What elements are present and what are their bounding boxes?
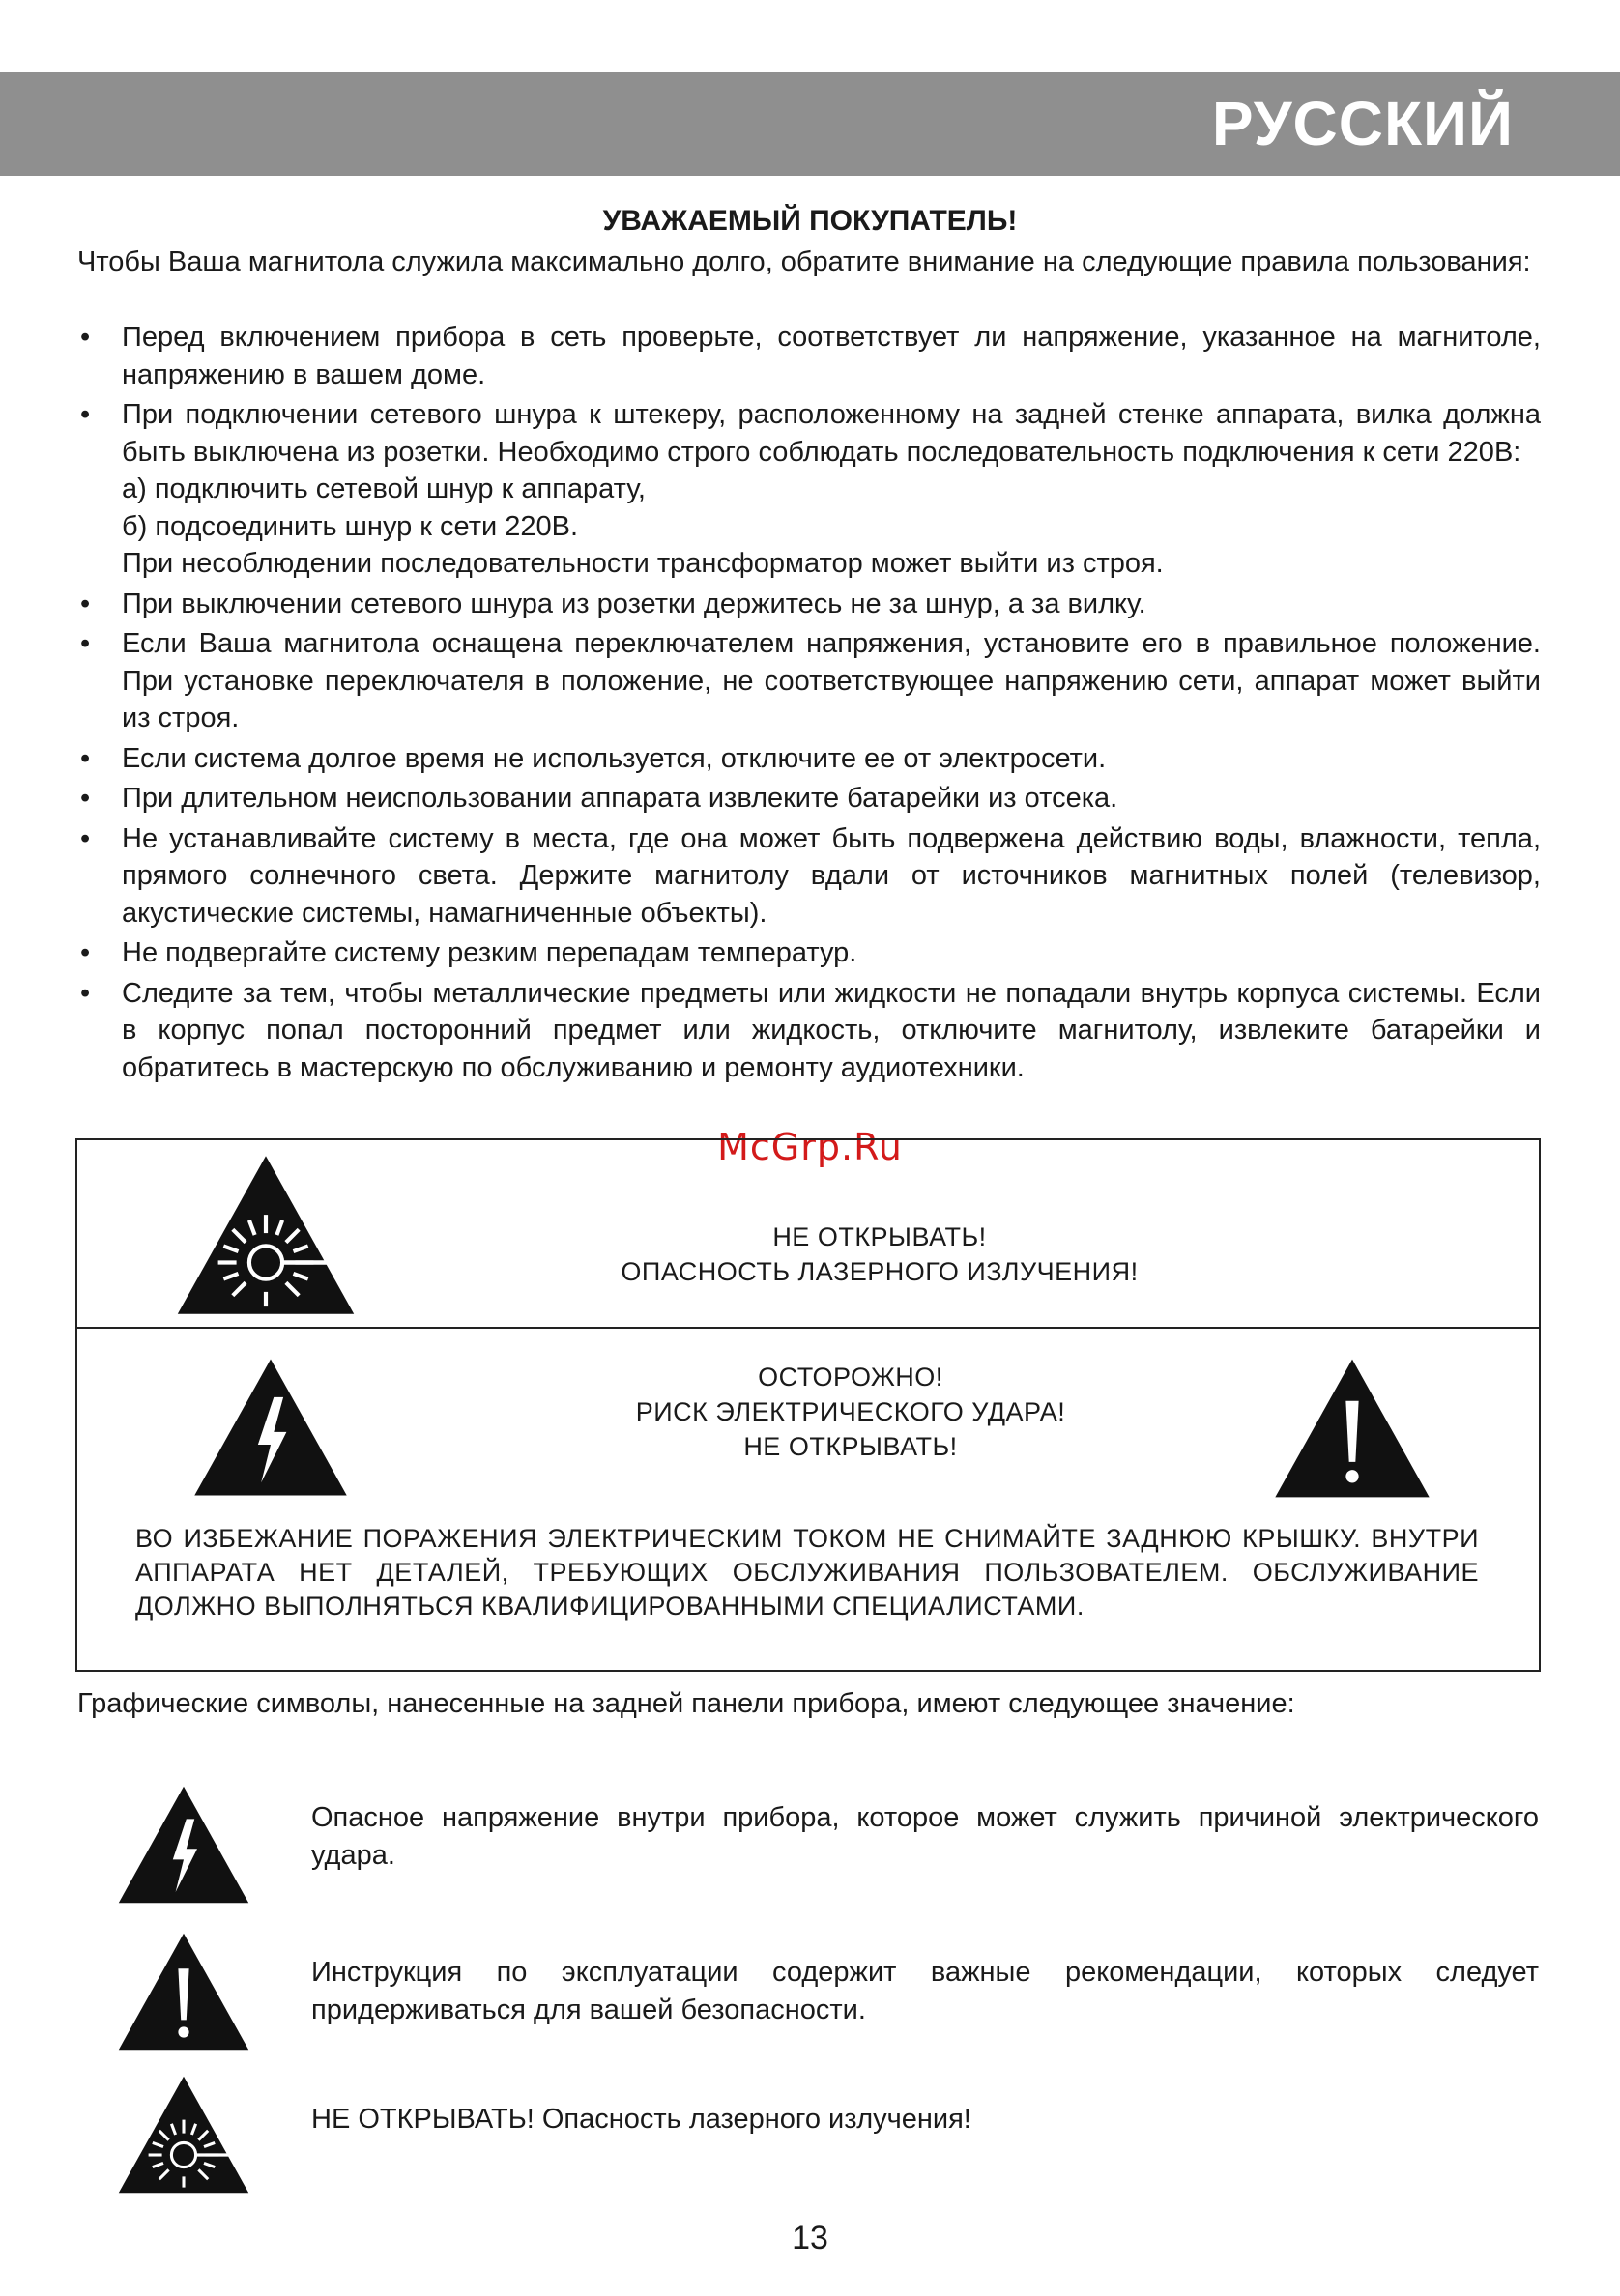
bullet: • (80, 628, 91, 659)
laser-warning-icon (116, 2074, 251, 2196)
sub-step-b: б) подсоединить шнур к сети 220В. (122, 510, 579, 542)
sub-step-a: а) подключить сетевой шнур к аппарату, (122, 474, 646, 504)
watermark: McGrp.Ru (717, 1126, 903, 1168)
list-item: • Перед включением прибора в сеть проверьте, соответствует ли напряжение, указанное на магнитоле, напряжению в вашем доме. (77, 319, 1541, 393)
language-header-band (0, 72, 1620, 176)
laser-warning-box (75, 1138, 1541, 1329)
bullet: • (80, 322, 91, 353)
bullet: • (80, 399, 91, 430)
language-label: РУССКИЙ (1211, 89, 1514, 158)
bullet: • (80, 977, 91, 1009)
exclamation-warning-icon (116, 1931, 251, 2052)
page-title: УВАЖАЕМЫЙ ПОКУПАТЕЛЬ! (602, 205, 1018, 237)
laser-warning-text: НЕ ОТКРЫВАТЬ! ОПАСНОСТЬ ЛАЗЕРНОГО ИЗЛУЧЕНИЯ! (621, 1222, 1139, 1286)
bullet: • (80, 822, 91, 854)
bullet: • (80, 588, 91, 619)
bullet: • (80, 742, 91, 774)
shock-warning-box (75, 1327, 1541, 1672)
list-item: • Если Ваша магнитола оснащена переключателем напряжения, установите его в правильное положение. При установке переключателя в положение, не соответствующее напряжению сети, аппарат может выйти из строя. (77, 625, 1541, 737)
symbol-description: Опасное напряжение внутри прибора, которое может служить причиной электрического удара. (311, 1802, 1539, 1871)
symbol-description: Инструкция по эксплуатации содержит важные рекомендации, которых следует придерживаться для вашей безопасности. (311, 1957, 1539, 2025)
list-item: • Если система долгое время не используется, отключите ее от электросети. (77, 740, 1541, 778)
bullet: • (80, 783, 91, 814)
list-item: • При подключении сетевого шнура к штекеру, расположенному на задней стенке аппарата, вилка должна быть выключена из розетки. Необходимо строго соблюдать последовательность подключения к сети 220В: а) подключить сетевой шнур к аппарату, б) подсоединить шнур к сети 220В. При несоблюдении последовательности трансформатор может выйти из строя. (77, 396, 1541, 583)
shock-warning-text: ОСТОРОЖНО! РИСК ЭЛЕКТРИЧЕСКОГО УДАРА! НЕ ОТКРЫВАТЬ! (635, 1363, 1066, 1461)
symbol-description: НЕ ОТКРЫВАТЬ! Опасность лазерного излучения! (311, 2104, 971, 2135)
list-item: • Следите за тем, чтобы металлические предметы или жидкости не попадали внутрь корпуса системы. Если в корпус попал посторонний предмет или жидкость, отключите магнитолу, извлеките батарейки и обратитесь в мастерскую по обслуживанию и ремонту аудиотехники. (77, 975, 1541, 1087)
rules-list (77, 319, 1541, 1089)
bullet: • (80, 937, 91, 968)
list-item: • Не подвергайте систему резким перепадам температур. (77, 934, 1541, 972)
list-item: • При выключении сетевого шнура из розетки держитесь не за шнур, а за вилку. (77, 586, 1541, 623)
lightning-warning-icon (116, 1784, 251, 1906)
page-number: 13 (792, 2220, 828, 2256)
shock-warning-paragraph: ВО ИЗБЕЖАНИЕ ПОРАЖЕНИЯ ЭЛЕКТРИЧЕСКИМ ТОКОМ НЕ СНИМАЙТЕ ЗАДНЮЮ КРЫШКУ. ВНУТРИ АППАРАТА НЕТ ДЕТАЛЕЙ, ТРЕБУЮЩИХ ОБСЛУЖИВАНИЯ ПОЛЬЗОВАТЕЛЕМ. ОБСЛУЖИВАНИЕ ДОЛЖНО ВЫПОЛНЯТЬСЯ КВАЛИФИЦИРОВАННЫМИ СПЕЦИАЛИСТАМИ. (135, 1524, 1479, 1621)
list-item: • При длительном неиспользовании аппарата извлеките батарейки из отсека. (77, 780, 1541, 818)
list-item: • Не устанавливайте систему в места, где она может быть подвержена действию воды, влажности, тепла, прямого солнечного света. Держите магнитолу вдали от источников магнитных полей (телевизор, акустические системы, намагниченные объекты). (77, 820, 1541, 933)
sub-note: При несоблюдении последовательности трансформатор может выйти из строя. (122, 548, 1164, 579)
symbols-intro: Графические символы, нанесенные на задней панели прибора, имеют следующее значение: (77, 1688, 1295, 1719)
intro-paragraph: Чтобы Ваша магнитола служила максимально долго, обратите внимание на следующие правила пользования: (77, 246, 1531, 277)
